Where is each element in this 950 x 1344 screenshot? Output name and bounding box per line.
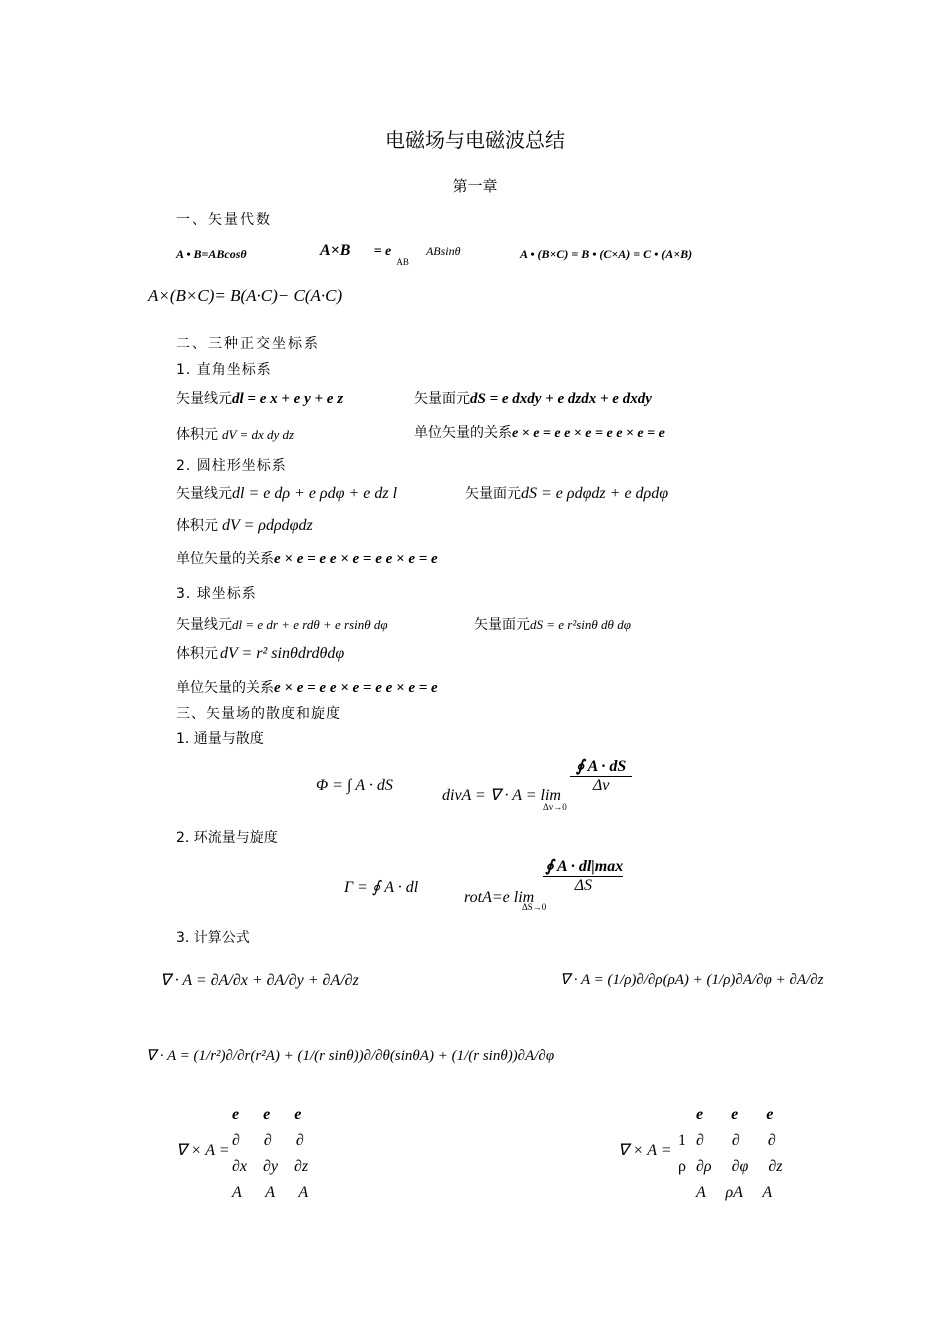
curl-limit-subscript: ΔS→0 [522, 902, 547, 912]
subheading-cartesian: 1. 直角坐标系 [176, 362, 272, 378]
cylindrical-volume-element: 体积元 dV = ρdρdφdz [176, 517, 313, 534]
spherical-unit-relations: 单位矢量的关系e × e = e e × e = e e × e = e [176, 680, 438, 696]
chapter-heading: 第一章 [452, 177, 498, 195]
cylindrical-curl-lhs: ∇ × A = [618, 1142, 672, 1159]
curl-definition-formula: rotA=e lim $\frac{∮ A \cdot dl|\max}{\Delta S}$ [464, 858, 624, 906]
cartesian-divergence-formula: ∇ · A = ∂A/∂x + ∂A/∂y + ∂A/∂z [160, 972, 359, 989]
vector-triple-product-formula: A×(B×C)= B(A·C)− C(A·C) [148, 286, 343, 305]
dot-product-formula: A • B=ABcosθ [176, 247, 247, 261]
spherical-divergence-formula: ∇ · A = (1/r²)∂/∂r(r²A) + (1/(r sinθ))∂/∂θ(sinθA) + (1/(r sinθ))∂A/∂φ [146, 1048, 555, 1064]
section-heading-coordinates: 二、三种正交坐标系 [176, 336, 320, 352]
cylindrical-unit-relations: 单位矢量的关系e × e = e e × e = e e × e = e [176, 551, 438, 567]
cartesian-line-element: 矢量线元dl = e x + e y + e z [176, 391, 344, 407]
cylindrical-curl-determinant: e e e ∂ ∂ ∂ ∂ρ ∂φ ∂z A ρA A [696, 1106, 783, 1201]
cartesian-area-element: 矢量面元dS = e dxdy + e dzdx + e dxdy [414, 391, 652, 407]
subheading-cylindrical: 2. 圆柱形坐标系 [176, 458, 287, 474]
cylindrical-curl-prefactor: 1 ρ [678, 1132, 686, 1175]
subheading-spherical: 3. 球坐标系 [176, 586, 257, 602]
flux-formula: Φ = ∫ A · dS [316, 777, 393, 794]
cylindrical-area-element: 矢量面元dS = e ρdφdz + e dρdφ [465, 485, 669, 502]
section-heading-vector-algebra: 一、矢量代数 [176, 212, 272, 228]
cylindrical-line-element: 矢量线元dl = e dρ + e ρdφ + e dz l [176, 485, 398, 502]
cartesian-volume-element: 体积元 dV = dx dy dz [176, 427, 295, 443]
spherical-volume-element: 体积元 dV = r² sinθdrdθdφ [176, 645, 345, 662]
divergence-formula: divA = ∇ · A = lim $\frac{∮ A \cdot dS}{\Delta v}$ [442, 756, 632, 795]
cartesian-unit-relations: 单位矢量的关系e × e = e e × e = e e × e = e [414, 425, 665, 441]
subheading-flux-divergence: 1. 通量与散度 [176, 731, 264, 747]
subheading-circulation-curl: 2. 环流量与旋度 [176, 830, 278, 846]
triple-product-formula: A • (B×C) = B • (C×A) = C • (A×B) [520, 247, 693, 261]
section-heading-div-curl: 三、矢量场的散度和旋度 [176, 706, 341, 722]
cylindrical-divergence-formula: ∇ · A = (1/ρ)∂/∂ρ(ρA) + (1/ρ)∂A/∂φ + ∂A/∂z [560, 972, 824, 988]
cross-product-formula: A×B = e $_{AB}$ ABsinθ [320, 242, 461, 267]
cartesian-curl-lhs: ∇ × A = [176, 1142, 230, 1159]
spherical-line-element: 矢量线元dl = e dr + e rdθ + e rsinθ dφ [176, 617, 388, 633]
subheading-formulas: 3. 计算公式 [176, 930, 250, 946]
circulation-formula: Γ = ∮ A · dl [344, 879, 419, 896]
divergence-limit-subscript: Δv→0 [543, 802, 567, 812]
page-title: 电磁场与电磁波总结 [385, 128, 565, 152]
cartesian-curl-determinant: e e e ∂ ∂ ∂ ∂x ∂y ∂z A A A [232, 1106, 309, 1201]
spherical-area-element: 矢量面元dS = e r²sinθ dθ dφ [474, 617, 631, 633]
